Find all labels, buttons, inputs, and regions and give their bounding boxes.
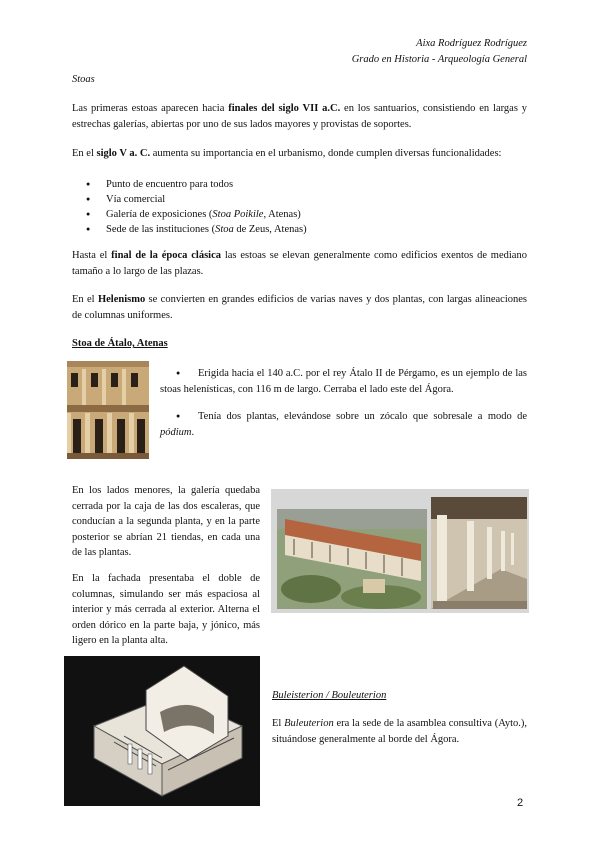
bouleuterion-text: El Buleuterion era la sede de la asamblea consultiva (Ayto.), situándose generalmente al borde del Ágora.	[272, 718, 527, 745]
list-item: ● Vía comercial	[72, 192, 527, 207]
bouleuterion-drawing	[64, 656, 260, 806]
paragraph-fachada: En la fachada presentaba el doble de columnas, simulando ser más espaciosa al interior y más cerrada al exterior. Alterna el orden dórico en la parte baja, y jónico, más ligero en la planta alta.	[72, 573, 260, 646]
functions-list	[72, 177, 527, 237]
paragraph-siglo-v: En el siglo V a. C. aumenta su importancia en el urbanismo, donde cumplen diversas funcionalidades:	[72, 148, 502, 159]
stoa-photos	[271, 489, 529, 613]
paragraph-origins: Las primeras estoas aparecen hacia finales del siglo VII a.C. en los santuarios, consistiendo en largas y estrechas galerías, abiertas por uno de sus lados mayores y provistas de soportes.	[72, 103, 527, 130]
page-header	[352, 36, 527, 68]
stoa-attalos-bullet-2: ● Tenía dos plantas, elevándose sobre un zócalo que sobresale a modo de pódium.	[160, 411, 527, 438]
list-item: ● Galería de exposiciones (Stoa Poikile, Atenas)	[72, 207, 527, 222]
list-item: ● Sede de las instituciones (Stoa de Zeus, Atenas)	[72, 222, 527, 237]
stoa-attalos-bullet-1: ● Erigida hacia el 140 a.C. por el rey Átalo II de Pérgamo, es un ejemplo de las stoas helenísticas, con 116 m de largo. Cerraba el lado este del Ágora.	[160, 368, 527, 395]
paragraph-helenismo: En el Helenismo se convierten en grandes edificios de varias naves y dos plantas, con largas alineaciones de columnas uniformes.	[72, 294, 527, 321]
list-item: ● Punto de encuentro para todos	[72, 177, 527, 192]
author-name: Aixa Rodríguez Rodríguez	[416, 38, 527, 49]
stoa-facade-photo	[67, 361, 149, 459]
stoa-attalos-heading: Stoa de Átalo, Atenas	[72, 338, 168, 349]
paragraph-epoca-clasica: Hasta el final de la época clásica las estoas se elevan generalmente como edificios exentos de mediano tamaño a lo largo de las plazas.	[72, 250, 527, 277]
course-name: Grado en Historia - Arqueología General	[351, 54, 527, 65]
section-title: Stoas	[72, 74, 95, 85]
bouleuterion-heading: Buleisterion / Bouleuterion	[272, 690, 387, 701]
paragraph-lados-menores: En los lados menores, la galería quedaba cerrada por la caja de las dos escaleras, que conducían a la segunda planta, y en la parte posterior se abrían 21 tiendas, en cada una de las plantas.	[72, 485, 260, 558]
page-number: 2	[517, 797, 524, 809]
